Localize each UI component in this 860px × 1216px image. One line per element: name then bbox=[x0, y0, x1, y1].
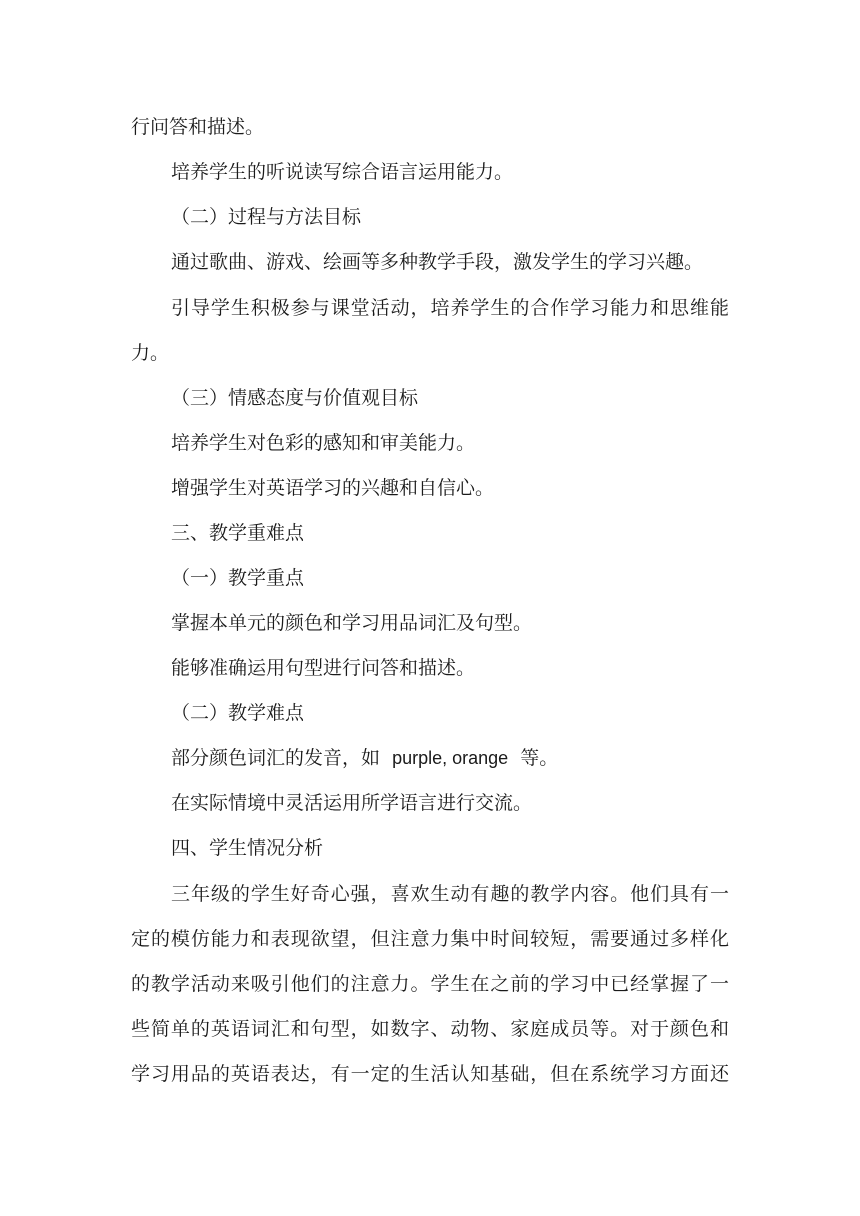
section-heading: 三、教学重难点 bbox=[171, 522, 305, 544]
section-heading: （一）教学重点 bbox=[171, 567, 305, 589]
paragraph-line-mixed bbox=[171, 746, 558, 770]
paragraph-line: 增强学生对英语学习的兴趣和自信心。 bbox=[171, 477, 495, 499]
paragraph-line: 行问答和描述。 bbox=[131, 116, 265, 138]
paragraph-line: 培养学生对色彩的感知和审美能力。 bbox=[171, 432, 476, 454]
section-heading: 四、学生情况分析 bbox=[171, 837, 324, 859]
paragraph-line: 通过歌曲、游戏、绘画等多种教学手段，激发学生的学习兴趣。 bbox=[171, 251, 704, 273]
paragraph-line: 力。 bbox=[131, 342, 170, 364]
paragraph-line: 的教学活动来吸引他们的注意力。学生在之前的学习中已经掌握了一 bbox=[131, 973, 729, 995]
paragraph-line: 些简单的英语词汇和句型，如数字、动物、家庭成员等。对于颜色和 bbox=[131, 1018, 729, 1040]
paragraph-line: 定的模仿能力和表现欲望，但注意力集中时间较短，需要通过多样化 bbox=[131, 928, 729, 950]
line-text-before: 部分颜色词汇的发音，如 bbox=[171, 747, 381, 769]
paragraph-line: 三年级的学生好奇心强，喜欢生动有趣的教学内容。他们具有一 bbox=[171, 883, 729, 905]
section-heading: （三）情感态度与价值观目标 bbox=[171, 387, 419, 409]
paragraph-line: 学习用品的英语表达，有一定的生活认知基础，但在系统学习方面还 bbox=[131, 1063, 729, 1085]
paragraph-line: 在实际情境中灵活运用所学语言进行交流。 bbox=[171, 792, 533, 814]
paragraph-line: 能够准确运用句型进行问答和描述。 bbox=[171, 657, 476, 679]
paragraph-line: 引导学生积极参与课堂活动，培养学生的合作学习能力和思维能 bbox=[171, 297, 729, 319]
english-example-words: purple, orange bbox=[392, 748, 509, 768]
section-heading: （二）过程与方法目标 bbox=[171, 206, 362, 228]
paragraph-line: 掌握本单元的颜色和学习用品词汇及句型。 bbox=[171, 612, 533, 634]
section-heading: （二）教学难点 bbox=[171, 702, 305, 724]
line-text-after: 等。 bbox=[520, 747, 559, 769]
paragraph-line: 培养学生的听说读写综合语言运用能力。 bbox=[171, 161, 514, 183]
